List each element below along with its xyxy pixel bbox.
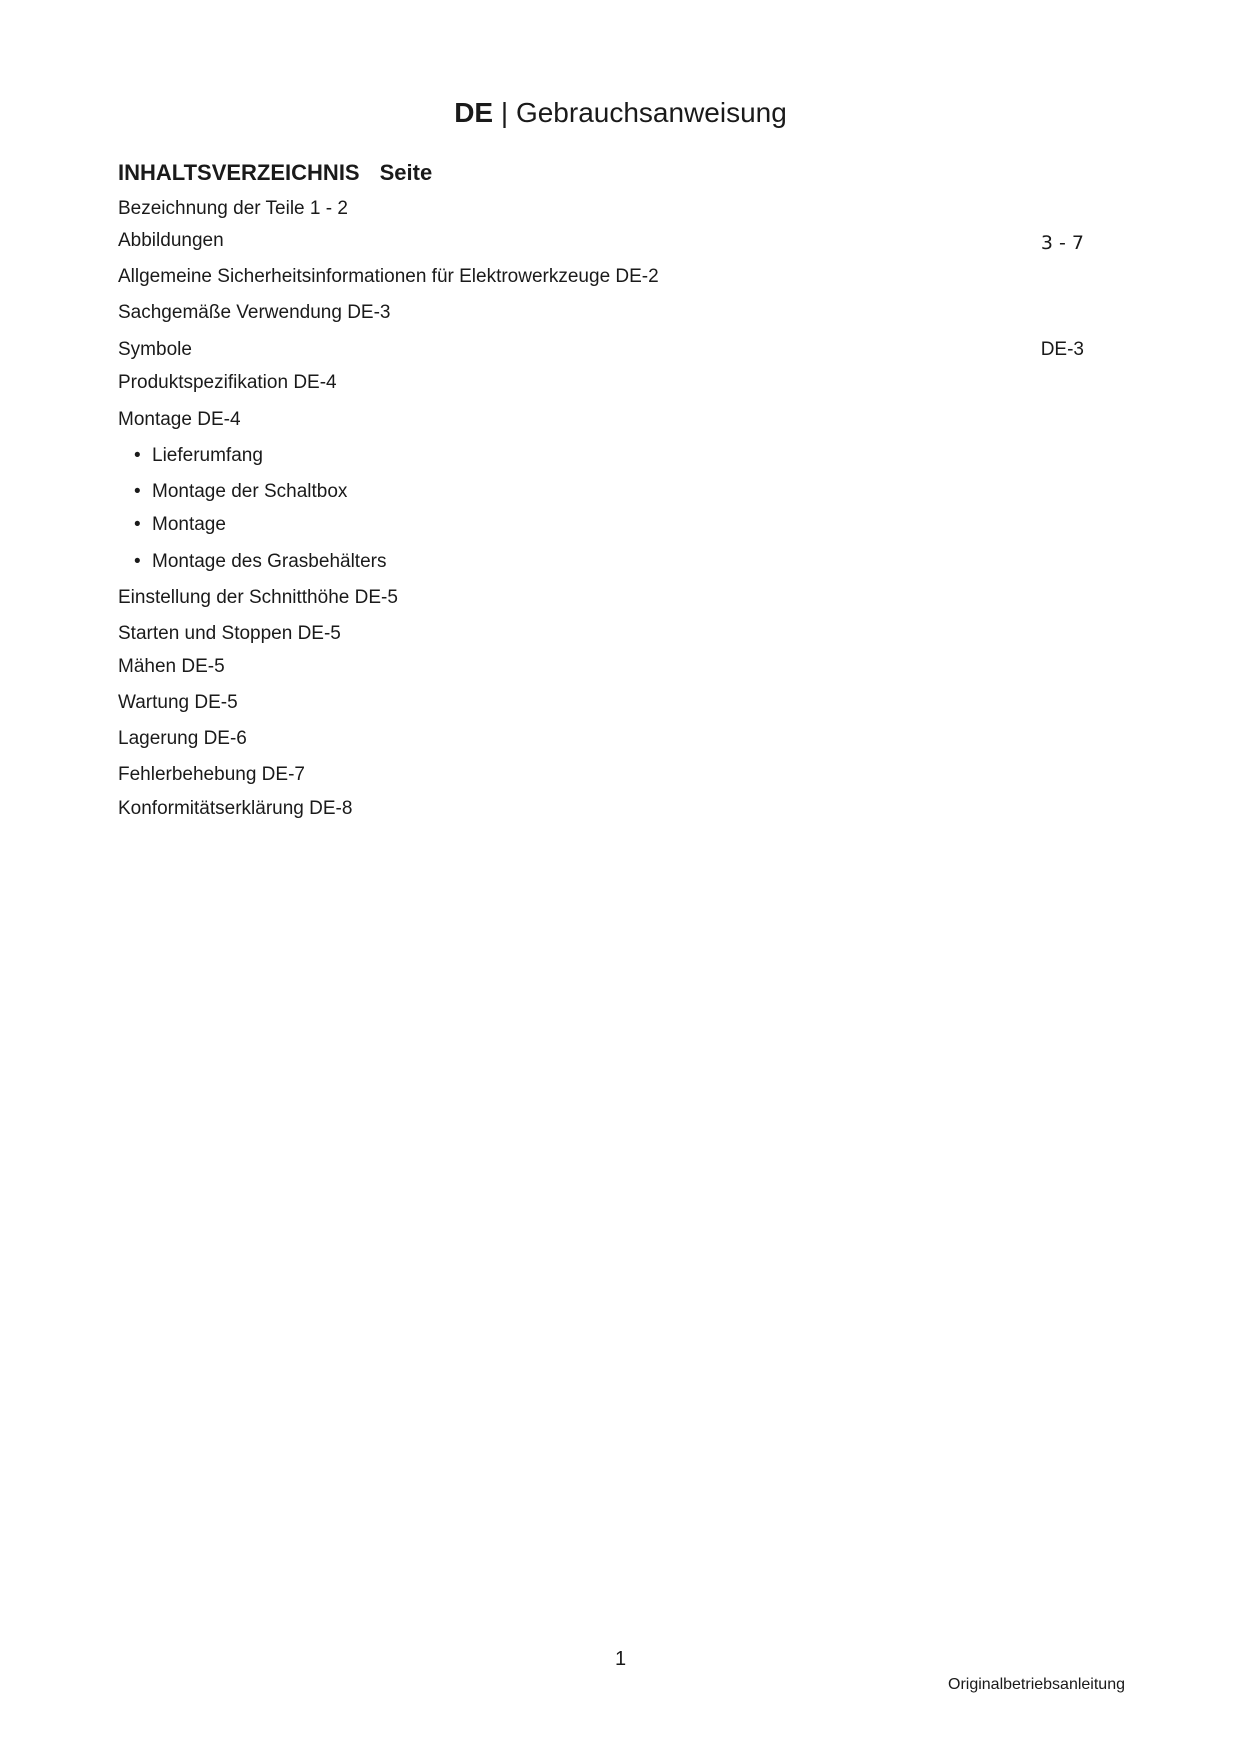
toc-entry-text: Fehlerbehebung DE-7 xyxy=(118,764,305,785)
bullet-icon: • xyxy=(134,481,141,502)
toc-entry xyxy=(118,797,1084,821)
page-number: 1 xyxy=(614,1648,627,1670)
toc-entry-text: Montage DE-4 xyxy=(118,409,241,430)
toc-subentry xyxy=(134,480,347,504)
toc-entry xyxy=(118,622,1084,646)
toc-entry xyxy=(118,229,1084,253)
toc-heading-label: INHALTSVERZEICHNIS xyxy=(118,160,360,185)
toc-entry-text: Symbole xyxy=(118,339,192,360)
toc-entry-text: Wartung DE-5 xyxy=(118,692,238,713)
toc-entry-text: Lagerung DE-6 xyxy=(118,728,247,749)
toc-entry-text: Einstellung der Schnitthöhe DE-5 xyxy=(118,587,398,608)
toc-entry xyxy=(118,371,1084,395)
toc-subentry-text: Montage der Schaltbox xyxy=(152,481,348,502)
bullet-icon: • xyxy=(134,551,141,572)
toc-page-column-label: Seite xyxy=(379,160,433,185)
toc-entry-page: DE-3 xyxy=(1040,339,1084,360)
toc-entry xyxy=(118,586,1084,610)
page-title xyxy=(0,96,1241,130)
toc-subentry xyxy=(134,444,263,468)
toc-subentry xyxy=(134,550,386,574)
bullet-icon: • xyxy=(134,514,141,535)
toc-entry xyxy=(118,301,1084,325)
bullet-icon: • xyxy=(134,445,141,466)
toc-entry-text: Produktspezifikation DE-4 xyxy=(118,372,337,393)
toc-entry-text: Mähen DE-5 xyxy=(118,656,225,677)
toc-entry xyxy=(118,408,1084,432)
toc-entry xyxy=(118,655,1084,679)
toc-entry-text: Konformitätserklärung DE-8 xyxy=(118,798,353,819)
toc-entry-text: Bezeichnung der Teile 1 - 2 xyxy=(118,198,348,219)
toc-subentry-text: Lieferumfang xyxy=(152,445,263,466)
toc-heading xyxy=(118,160,432,186)
toc-subentry-text: Montage des Grasbehälters xyxy=(152,551,387,572)
toc-entry xyxy=(118,197,1084,221)
toc-subentry xyxy=(134,513,226,537)
toc-entry-text: Sachgemäße Verwendung DE-3 xyxy=(118,302,391,323)
toc-entry xyxy=(118,265,1084,289)
document-title: Gebrauchsanweisung xyxy=(515,97,787,128)
toc-entry-text: Abbildungen xyxy=(118,230,224,251)
toc-entry xyxy=(118,763,1084,787)
title-separator: | xyxy=(493,97,516,128)
toc-subentry-text: Montage xyxy=(152,514,226,535)
toc-entry xyxy=(118,338,1084,362)
footer-note: Originalbetriebsanleitung xyxy=(948,1676,1125,1693)
toc-entry xyxy=(118,727,1084,751)
toc-entry xyxy=(118,691,1084,715)
language-code: DE xyxy=(454,97,494,128)
toc-entry-page: 3 - 7 xyxy=(1040,232,1084,254)
toc-entry-text: Allgemeine Sicherheitsinformationen für Elektrowerkzeuge DE-2 xyxy=(118,266,659,287)
toc-entry-text: Starten und Stoppen DE-5 xyxy=(118,623,341,644)
